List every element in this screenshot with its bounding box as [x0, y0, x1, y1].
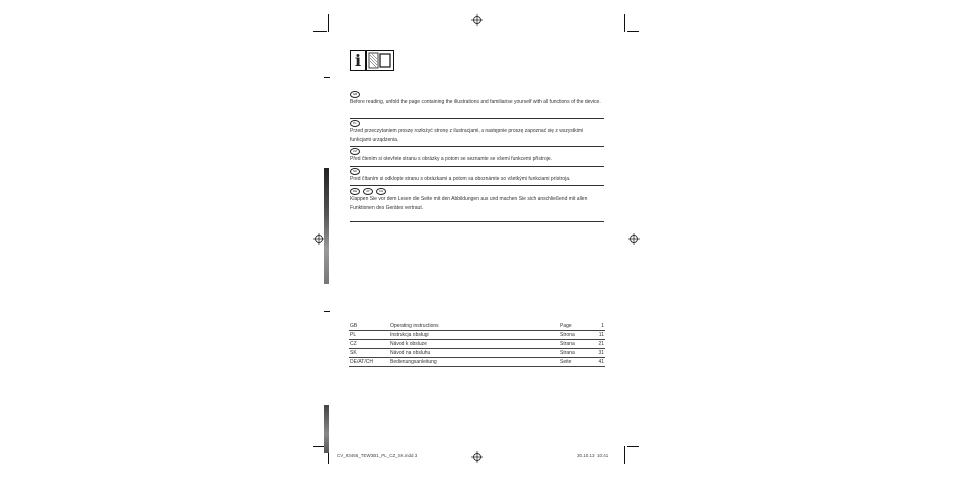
registration-mark-icon: [471, 14, 483, 26]
flag-badge: SK: [350, 168, 360, 175]
divider: [350, 118, 604, 119]
toc-code: CZ: [349, 340, 389, 349]
table-row: [349, 331, 605, 340]
toc-label: Page: [559, 322, 587, 331]
fold-bar: [324, 168, 329, 284]
flag-badge: AT: [363, 188, 373, 195]
flag-badge: GB: [350, 91, 360, 98]
toc-code: PL: [349, 331, 389, 340]
crop-mark: [627, 446, 639, 447]
toc-code: GB: [349, 322, 389, 331]
table-row: [349, 349, 605, 358]
divider: [350, 221, 604, 222]
info-i-icon: i: [350, 50, 366, 71]
instruction-de: [350, 188, 604, 213]
instruction-gb: [350, 91, 604, 107]
toc-page: 1: [587, 322, 605, 331]
table-row: [349, 322, 605, 331]
instruction-text: Przed przeczytaniem proszę rozłożyć stronę z ilustracjami, a następnie proszę zapoznać się z wszystkimi funkcjami urządzenia.: [350, 128, 584, 143]
registration-mark-icon: [471, 451, 483, 463]
footer-date: 30.10.13: [577, 453, 595, 458]
toc-code: SK: [349, 349, 389, 358]
divider: [350, 166, 604, 167]
divider: [350, 185, 604, 186]
fold-tick: [324, 77, 330, 78]
toc-page: 11: [587, 331, 605, 340]
toc-title: Návod k obsluze: [389, 340, 559, 349]
instruction-pl: [350, 120, 604, 145]
instruction-text: Před čtením si otevřete stranu s obrázky a potom se seznamte se všemi funkcemi přístroje.: [350, 156, 553, 162]
crop-mark: [624, 446, 625, 464]
toc-label: Seite: [559, 358, 587, 367]
divider: [350, 146, 604, 147]
flag-badge: CH: [376, 188, 386, 195]
crop-mark: [627, 31, 639, 32]
flag-badge: DE: [350, 188, 360, 195]
instruction-cz: [350, 148, 604, 164]
fold-bar: [324, 405, 329, 453]
table-row: [349, 340, 605, 349]
toc-title: Návod na obsluhu: [389, 349, 559, 358]
toc-page: 31: [587, 349, 605, 358]
toc-page: 21: [587, 340, 605, 349]
crop-mark: [313, 31, 327, 32]
toc-title: Operating instructions: [389, 322, 559, 331]
open-book-icon: [366, 50, 394, 71]
instruction-text: Klappen Sie vor dem Lesen die Seite mit den Abbildungen aus und machen Sie sich anschließend mit allen Funktionen des Gerätes vertraut.: [350, 196, 588, 211]
toc-title: Instrukcja obsługi: [389, 331, 559, 340]
flag-badge: PL: [350, 120, 360, 127]
toc-label: Strana: [559, 340, 587, 349]
table-of-contents: [349, 322, 605, 367]
toc-code: DE/AT/CH: [349, 358, 389, 367]
instruction-text: Pred čítaním si odklopte stranu s obrázkami a potom sa oboznámte so všetkými funkciami prístroja.: [350, 176, 571, 182]
instruction-sk: [350, 168, 604, 184]
crop-mark: [328, 14, 329, 32]
toc-title: Bedienungsanleitung: [389, 358, 559, 367]
instruction-text: Before reading, unfold the page containing the illustrations and familiarise yourself with all functions of the device.: [350, 99, 601, 105]
crop-mark: [624, 14, 625, 32]
table-row: [349, 358, 605, 367]
toc-page: 41: [587, 358, 605, 367]
flag-badge: CZ: [350, 148, 360, 155]
toc-label: Strona: [559, 331, 587, 340]
registration-mark-icon: [628, 233, 640, 245]
footer-time: 10:41: [597, 453, 609, 458]
toc-label: Strana: [559, 349, 587, 358]
fold-tick: [324, 311, 330, 312]
info-icon-block: [350, 50, 394, 71]
footer-file-name: CV_93466_TEW3B1_PL_CZ_SK.indd 3: [337, 453, 418, 458]
